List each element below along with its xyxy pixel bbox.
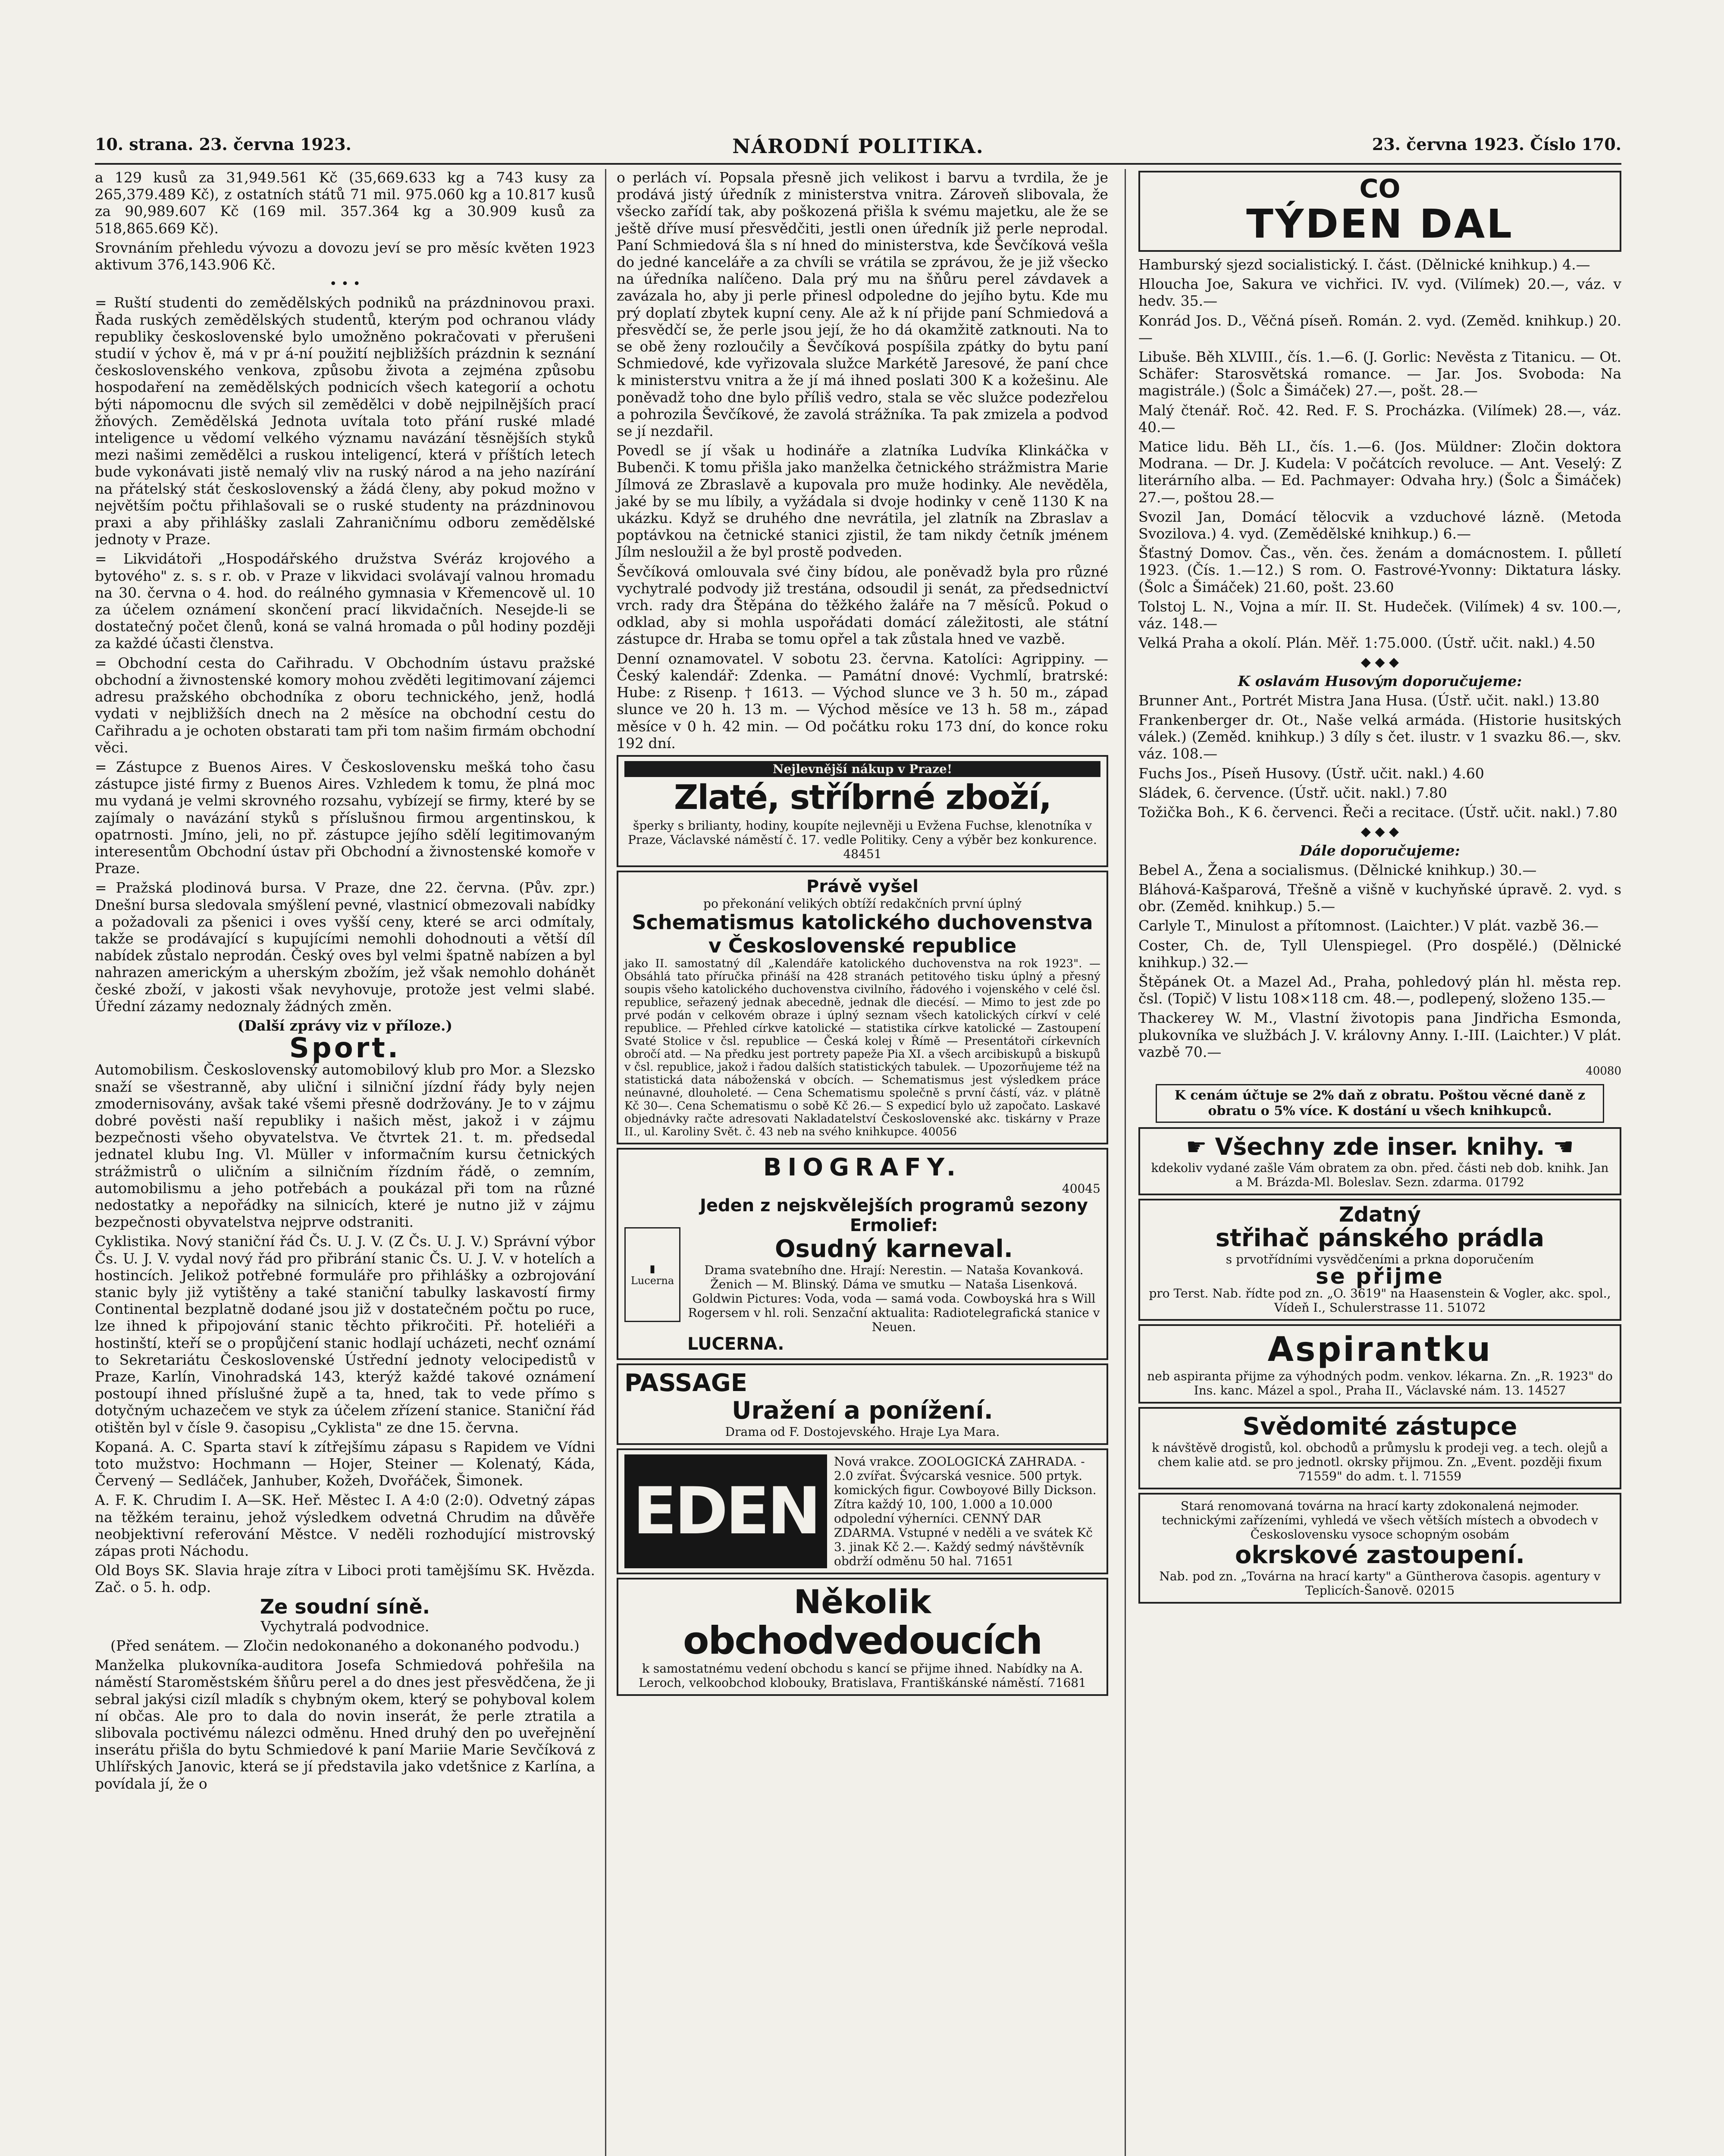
ad-text: k samostatnému vedení obchodu s kancí se přijme ihned. Nabídky na A. Leroch, velkoobchod klobouky, Bratislava, Františkánské náměstí. 71681: [639, 1661, 1086, 1690]
list-subheading: Dále doporučujeme:: [1300, 842, 1460, 859]
ad-headline: Svědomité zástupce: [1242, 1413, 1517, 1441]
ad-headline: okrskové zastoupení.: [1235, 1541, 1525, 1570]
list-item: Fuchs Jos., Píseň Husovy. (Ústř. učit. nakl.) 4.60: [1138, 765, 1484, 782]
column-2: [617, 169, 1108, 1699]
article-text: Srovnáním přehledu vývozu a dovozu jeví se pro měsíc květen 1923 aktivum 376,143.906 Kč.: [95, 239, 595, 273]
ad-hraci-karty: [1138, 1493, 1621, 1604]
column-1: [95, 169, 595, 2156]
tax-note-box: K cenám účtuje se 2% daň z obratu. Poštou věcné daně z obratu o 5% více. K dostání u všech knihkupců.: [1156, 1084, 1604, 1123]
article-subheading: Vychytralá podvodnice.: [260, 1617, 429, 1635]
article-text: Kopaná. A. C. Sparta staví k zítřejšímu zápasu s Rapidem ve Vídni toto mužstvo: Hochmann — Hojer, Steiner — Kolenatý, Káda, Červený — Sedláček, Janhuber, Kožeh, Dvořáček, Šimonek.: [95, 1438, 595, 1489]
ad-schematismus: [617, 871, 1108, 1144]
header-rule: [95, 163, 1621, 165]
list-item: Brunner Ant., Portrét Mistra Jana Husa. (Ústř. učit. nakl.) 13.80: [1138, 692, 1599, 709]
pointing-hand-icon: ☛: [1186, 1133, 1215, 1161]
ad-film-title: Osudný karneval.: [774, 1235, 1013, 1263]
list-item: Malý čtenář. Roč. 42. Red. F. S. Procházka. (Vilímek) 28.—, váz. 40.—: [1138, 401, 1621, 436]
list-item: Šťastný Domov. Čas., věn. čes. ženám a domácnostem. I. půlletí 1923. (Čís. 1.—12.) S rom. O. Fastrové-Yvonny: Diktatura lásky. (Šolc a Šimáček) 21.60, pošt. 23.60: [1138, 545, 1621, 595]
ad-headline: obchodvedoucích: [683, 1618, 1042, 1663]
ad-film-title: Uražení a ponížení.: [732, 1396, 993, 1425]
ad-subheading: Jeden z nejskvělejších programů sezony Ermolief:: [699, 1195, 1088, 1235]
article-subheading: (Před senátem. — Zločin nedokonaného a dokonaného podvodu.): [110, 1637, 580, 1655]
column-divider: [1125, 169, 1126, 2156]
box-title: CO: [1359, 174, 1401, 204]
ad-text: Stará renomovaná továrna na hrací karty zdokonalená nejmoder. technickými zařízeními, vyhledá ve všech větších místech a obvodech v Československu vysoce schopným osobám: [1161, 1499, 1599, 1542]
ad-passage: [617, 1363, 1108, 1445]
list-item: Bláhová-Kašparová, Třešně a višně v kuchyňské úpravě. 2. vyd. s obr. (Zeměd. knihkup.) 5.—: [1138, 881, 1621, 915]
header-date-left: 10. strana. 23. června 1923.: [95, 135, 351, 154]
article-text: Automobilism. Československý automobilový klub pro Mor. a Slezsko snaží se všestranně, aby uliční i silniční jízdní řády byly nejen zmodernisovány, avšak také všemi přesně dodržovány. Je to v zájmu dobré pověsti naší republiky i našich měst, jakož i v zájmu bezpečnosti všeho obyvatelstva. Ve čtvrtek 21. t. m. předsedal jednatel klubu Ing. Vl. Müller v informačním kursu četnických strážmistrů o uličním a silničním řízdním řádě, o zemním, automobilismu a jeho potřebách a poukázal při tom na různé nedostatky a nepořádky na silnicích, které je nutno již v zájmu bezpečnosti obyvatelstva nejprve odstraniti.: [95, 1061, 595, 1231]
list-item: Štěpánek Ot. a Mazel Ad., Praha, pohledový plán hl. města rep. čsl. (Topič) V listu 108×118 cm. 48.—, podlepený, složeno 135.—: [1138, 973, 1621, 1007]
ad-text: šperky s brilianty, hodiny, koupíte nejlevněji u Evžena Fuchse, klenotníka v Praze, Václavské náměstí č. 17. vedle Politiky. Ceny a výběr bez konkurence. 48451: [628, 818, 1097, 861]
separator: ◆ ◆ ◆: [1360, 655, 1399, 670]
page-header: [95, 135, 1621, 160]
list-item: Tožička Boh., K 6. červenci. Řeči a recitace. (Ústř. učit. nakl.) 7.80: [1138, 804, 1617, 821]
ad-headline: střihač pánského prádla: [1215, 1224, 1545, 1253]
list-item: Velká Praha a okolí. Plán. Měř. 1:75.000. (Ústř. učit. nakl.) 4.50: [1138, 634, 1595, 652]
book-list-box: [1138, 171, 1621, 252]
ad-obchodvedouci: [617, 1578, 1108, 1696]
list-item: Thackerey W. M., Vlastní životopis pana Jindřicha Esmonda, plukovníka ve službách J. V. královny Anny. I.-III. (Laichter.) V plát. vazbě 70.—: [1138, 1009, 1621, 1060]
ad-headline-text: Všechny zde inser. knihy.: [1215, 1133, 1545, 1161]
list-item: Konrád Jos. D., Věčná píseň. Román. 2. vyd. (Zeměd. knihkup.) 20.—: [1138, 312, 1621, 346]
ad-headline: Několik: [793, 1582, 931, 1621]
ad-text: Nab. pod zn. „Továrna na hrací karty" a Güntherova časopis. agentury v Teplicích-Šanově. 02015: [1159, 1569, 1601, 1598]
column-divider: [605, 169, 606, 2156]
ad-text: jako II. samostatný díl „Kalendáře katolického duchovenstva na rok 1923". — Obsáhlá tato příručka přináší na 428 stranách petitového tisku úplný a přesný soupis všeho katolického duchovenstva civilního, řádového i vojenského v celé čsl. republice, seřazený jednak abecedně, jednak dle diecésí. — Mimo to jest zde po prvé podán v celkovém obraze i úplný seznam všech katolických církví v celé republice. — Přehled církve katolické — statistika církve katolické — Zastoupení Svaté Stolice v čsl. republice — Česká kolej v Římě — Presentátoři církevních obročí atd. — Na předku jest portrety papeže Pia XI. a všech arcibiskupů a biskupů v čsl. republice, jakož i řadou dalších statistických tabulek. — Upozorňujeme též na statistická data náboženská v obcích. — Schematismus jest výsledkem práce neúnavné, dlouholeté. — Cena Schematismu společně s první částí, váz. v plátně Kč 30—. Cena Schematismu o sobě Kč 26.— S expedicí bylo už započato. Laskavé objednávky račte adresovati Nakladatelství Československé akc. tiskárny v Praze II., ul. Karoliny Svět. č. 43 neb na svého knihkupce. 40056: [624, 957, 1100, 1138]
ad-text: Drama od F. Dostojevského. Hraje Lya Mara.: [725, 1424, 1000, 1439]
eden-logo: EDEN: [624, 1454, 827, 1568]
header-date-right: 23. června 1923. Číslo 170.: [1372, 135, 1621, 154]
ad-biografy: [617, 1148, 1108, 1360]
article-text: = Zástupce z Buenos Aires. V Československu mešká toho času zástupce jisté firmy z Buenos Aires. Vzhledem k tomu, že plná moc mu vydaná je velmi skrovného rozsahu, vybízejí se firmy, které by se zajímaly o navázání styků s příslušnou firmou argentinskou, k opatrnosti. Jmíno, jeli, no př. zástupce jejího sdělí legitimovaným interesentům Obchodní ústav při Obchodní a živnostenské komoře v Praze.: [95, 758, 595, 877]
book-list: [1138, 256, 1621, 1123]
ad-gold-silver: [617, 755, 1108, 867]
masthead-title: NÁRODNÍ POLITIKA.: [732, 135, 984, 158]
article-text: Povedl se jí však u hodináře a zlatníka Ludvíka Klinkáčka v Bubenči. K tomu přišla jako manželka četnického strážmistra Marie Jílmová ze Zbraslavě a kupovala pro muže hodinky. Ale nevěděla, jaké by se mu líbily, a vyžádala si dvoje hodinky v ceně 1130 K na ukázku. Když se druhého dne nevrátila, jel zlatník na Zbraslav a poptávkou na četnické stanici zjistil, že tam nikdy četník jménem Jílm nesloužil a že byl prostě podveden.: [617, 442, 1108, 561]
list-item: Svozil Jan, Domácí tělocvik a vzduchové lázně. (Metoda Svozilova.) 4. vyd. (Zemědělské knihkup.) 6.—: [1138, 508, 1621, 542]
ad-banner: Právě vyšel: [806, 876, 918, 896]
list-item: Hloucha Joe, Sakura ve vichřici. IV. vyd. (Vilímek) 20.—, váz. v hedv. 35.—: [1138, 276, 1621, 310]
ad-number: 40045: [1062, 1181, 1100, 1196]
list-subheading: K oslavám Husovým doporučujeme:: [1238, 672, 1522, 689]
list-item: Carlyle T., Minulost a přítomnost. (Laichter.) V plát. vazbě 36.—: [1138, 917, 1599, 934]
separator: • • •: [329, 276, 361, 292]
column-3: [1138, 169, 1621, 1607]
article-text: Cyklistika. Nový staniční řád Čs. U. J. V. (Z Čs. U. J. V.) Správní výbor Čs. U. J. V. vydal nový řád pro přibrání stanic Čs. U. J. V. v hotelích a hostincích. Jelikož potřebné formuláře pro přihlášky a ozbrojování stanic byly již vytištěny a také staniční tabulky laskavostí firmy Continental bezplatně dodané jsou již v dostatečném počtu po ruce, lze ihned k připojování stanic těchto přikročiti. Př. hoteliéři a hostinští, kteří se o propůjčení stanic hodlají ucházeti, nechť oznámí to Sekretariátu Československé Ústřední jednoty velocipedistů v Praze, Karlín, Vinohradská 143, kterýž každé takové oznámení postoupí ihned příslušné župě a ta, hned, tak to vede přímo s dotyčným uchazečem ve styk za účelem zřízení stanice. Staniční řád otištěn byl v čísle 9. časopisu „Cyklista" ze dne 15. června.: [95, 1233, 595, 1436]
cinema-name: LUCERNA.: [687, 1334, 784, 1354]
ad-headline: Aspirantku: [1267, 1330, 1492, 1369]
article-text: o perlách ví. Popsala přesně jich velikost i barvu a tvrdila, že je prodává jistý úředník z ministerstva vnitra. Zároveň slibovala, že všecko zařídí tak, aby poškozená přišla k svému majetku, ale že se ještě dříve musí přesvědčiti, jestli onen úředník již perle neprodal. Paní Schmiedová šla s ní hned do ministerstva, kde Ševčíková vešla do jedné kanceláře a za chvíli se vrátila se zprávou, že je již všecko na úředníka nalíčeno. Dala prý mu na šňůru perel závdavek a zavázala ho, aby ji perle přinesl odpoledne do jejího bytu. Kde mu prý doplatí zbytek kupní ceny. Ale až k ní přijde paní Schmiedová a přesvědčí se, že perle jsou její, že ho dá okamžitě zatknouti. Na to se obě ženy rozloučily a Ševčíková pospíšila zpátky do bytu paní Schmiedové, kde vyřizovala služce Markétě Jaresové, že paní chce k ministerstvu vnitra a že jí má ihned poslati 300 K a kožešinu. Ale poněvadž toho dne bylo příliš vedro, stala se věc služce podezřelou a pohrozila Ševčíkové, že zavolá strážníka. Ta pak zmizela a podvod se jí nezdařil.: [617, 169, 1108, 440]
article-text: Old Boys SK. Slavia hraje zítra v Liboci proti tamějšímu SK. Hvězda. Zač. o 5. h. odp.: [95, 1562, 595, 1596]
ad-headline: se přijme: [1316, 1264, 1444, 1289]
ad-headline: [1146, 1133, 1614, 1161]
section-heading-court: Ze soudní síně.: [260, 1595, 430, 1618]
article-text: = Ruští studenti do zemědělských podniků na prázdninovou praxi. Řada ruských zemědělských studentů, kterým pod ochranou vlády republiky československé bylo umožněno pokračovati v přerušeni studií v ýchov ě, má v pr á-ní použití nejbližších prázdnin k seznání československého venkova, způsobu života a zejména způsobu hospodaření na zemědělských podnicích všech kategorií a ochotu býti nápomocnu dle svých sil zemědělci v době nejpilnějších prací žňových. Zemědělská Jednota uvítala toto přání ruské mladé inteligence u vědomí velkého významu navázání těsnějších styků mezi našimi zemědělci a ruskou inteligencí, která v příštích letech bude vykonávati jistě nemalý vliv na ruský národ a na jeho nazírání na přátelský stát československý a žádá členy, aby pokud možno v největším počtu přihlašovali se o ruské studenty na prázdninovou praxi a aby přihlášky zaslali Zahraničnímu odboru zemědělské jednoty v Praze.: [95, 294, 595, 548]
ad-zastupce: [1138, 1407, 1621, 1489]
ad-text: neb aspiranta přijme za výhodných podm. venkov. lékarna. Zn. „R. 1923" do Ins. kanc. Mázel a spol., Praha II., Václavské nám. 13. 14527: [1147, 1369, 1613, 1398]
ad-text: k návštěvě drogistů, kol. obchodů a průmyslu k prodeji veg. a tech. olejů a chem kalie atd. se pro jednotl. okrsky přijmou. Zn. „Event. později fixum 71559" do adm. t. l. 71559: [1152, 1441, 1608, 1484]
article-text: Ševčíková omlouvala své činy bídou, ale poněvadž byla pro různé vychytralé podvody již trestána, odsoudil ji senát, za předsednictví vrch. rady dra Štěpána do těžkého žaláře na 7 měsíců. Pokud o odklad, aby si mohla uspořádati domácí záležitosti, ale státní zástupce dr. Hraba se tomu opřel a tak zůstala hned ve vazbě.: [617, 563, 1108, 648]
cinema-name: PASSAGE: [624, 1369, 747, 1397]
ad-number: 40080: [1586, 1064, 1621, 1078]
ad-headline: Zdatný: [1339, 1203, 1421, 1227]
list-item: Hamburský sjezd socialistický. I. část. (Dělnické knihkup.) 4.—: [1138, 256, 1590, 273]
article-text: = Likvidátoři „Hospodářského družstva Svéráz krojového a bytového" z. s. s r. ob. v Praze v likvidaci svolávají valnou hromadu na 30. června o 4. hod. do reálného gymnasia v Křemencově ul. 10 za účelem oznámení skončení prací likvidačních. Nesejde-li se dostatečný počet členů, koná se valná hromada o půl hodiny později za každé účasti členstva.: [95, 550, 595, 652]
separator: ◆ ◆ ◆: [1360, 824, 1399, 840]
box-title: TÝDEN DAL: [1246, 201, 1514, 247]
list-item: Coster, Ch. de, Tyll Ulenspiegel. (Pro dospělé.) (Dělnické knihkup.) 32.—: [1138, 937, 1621, 971]
list-item: Bebel A., Žena a socialismus. (Dělnické knihkup.) 30.—: [1138, 861, 1537, 878]
ad-vsechny-knihy: [1138, 1127, 1621, 1195]
ad-banner: Nejlevnější nákup v Praze!: [624, 761, 1100, 777]
article-text: Denní oznamovatel. V sobotu 23. června. Katolíci: Agrippiny. — Český kalendář: Zdenka. — Památní dnové: Vychmlí, bratrské: Hube: z Risenp. † 1613. — Východ slunce ve 3 h. 50 m., západ slunce ve 20 h. 13 m. — Východ měsíce ve 13 h. 58 m., západ měsíce v 0 h. 42 min. — Od počátku roku 173 dní, do konce roku 192 dní.: [617, 650, 1108, 752]
ad-text: po překonání velikých obtíží redakčních první úplný: [703, 896, 1022, 911]
lantern-icon: ▮: [649, 1263, 655, 1275]
lantern-illustration: [624, 1227, 680, 1322]
ad-text: Drama svatebního dne. Hrají: Nerestin. — Nataša Kovanková. Ženich — M. Blinský. Dáma ve smutku — Nataša Lisenková. Goldwin Pictures: Voda, voda — samá voda. Cowboyská hra s Will Rogersem v hl. roli. Senzační aktualita: Radiotelegrafická stanice v Neuen.: [688, 1263, 1100, 1334]
ad-aspirantku: [1138, 1324, 1621, 1404]
article-text: Manželka plukovníka-auditora Josefa Schmiedová pohřešila na náměstí Staroměstském šňůru perel a do dnes jest přesvědčena, že ji sebral jakýsi cizíl mladík s chybným okem, který se pohyboval kolem ní občas. Ale pro to dala do novin inserát, že perle ztratila a slibovala poctivému nálezci odměnu. Hned druhý den po uveřejnění inserátu přišla do bytu Schmiedové k paní Mariie Marie Sevčíková z Uhlířských Janovic, která se jí představila jako vdetšnice z Karlína, a povídala jí, že o: [95, 1657, 595, 1792]
ad-headline: Zlaté, stříbrné zboží,: [674, 778, 1051, 817]
ad-text: Nová vrakce. ZOOLOGICKÁ ZAHRADA. - 2.0 zvířat. Švýcarská vesnice. 500 prtyk. komických figur. Cowboyové Billy Dickson. Zítra každý 10, 100, 1.000 a 10.000 odpolední výherníci. CENNÝ DAR ZDARMA. Vstupné v neděli a ve svátek Kč 3. jinak Kč 2.—. Každý sedmý návštěvník obdrží odměnu 50 hal. 71651: [834, 1454, 1097, 1568]
list-item: Frankenberger dr. Ot., Naše velká armáda. (Historie husitských válek.) (Zeměd. knihkup.) 3 díly s čet. ilustr. v 1 svazku 86.—, skv. váz. 108.—: [1138, 711, 1621, 762]
ad-strihac: [1138, 1199, 1621, 1321]
ad-eden: [617, 1448, 1108, 1574]
ad-text: s prvotřídními vysvědčeními a prkna doporučením: [1226, 1252, 1534, 1267]
ad-headline: BIOGRAFY.: [763, 1153, 962, 1181]
article-text: = Obchodní cesta do Cařihradu. V Obchodním ústavu pražské obchodní a živnostenské komory mohou zvěděti legitimovaní zájemci adresu pražského obchodníka z oboru technického, jenž, hodlá vydati v nejbližších dnech na 2 měsíce na obchodní cestu do Cařihradu a je ochoten obstarati tam při tom našim firmám obchodní věci.: [95, 654, 595, 756]
article-text: A. F. K. Chrudim I. A—SK. Heř. Městec I. A 4:0 (2:0). Odvetný zápas na těžkém terainu, jehož výsledkem odvetná Chrudim na důvěře neobjektivní referování Městce. V neděli rozhodující mistrovský zápas proti Náchodu.: [95, 1492, 595, 1560]
list-item: Tolstoj L. N., Vojna a mír. II. St. Hudeček. (Vilímek) 4 sv. 100.—, váz. 148.—: [1138, 598, 1621, 632]
pointing-hand-icon: ☚: [1545, 1133, 1574, 1161]
ad-text: kdekoliv vydané zašle Vám obratem za obn. před. části neb dob. knihk. Jan a M. Brázda-Ml. Boleslav. Sezn. zdarma. 01792: [1151, 1161, 1609, 1190]
ad-text: pro Terst. Nab. řídte pod zn. „O. 3619" na Haasenstein & Vogler, akc. spol., Vídeň I., Schulerstrasse 11. 51072: [1149, 1286, 1611, 1315]
continuation-note: (Další zprávy viz v příloze.): [237, 1017, 453, 1034]
lantern-label: Lucerna: [630, 1275, 674, 1287]
article-text: a 129 kusů za 31,949.561 Kč (35,669.633 kg a 743 kusy za 265,379.489 Kč), z ostatních států 71 mil. 975.060 kg a 10.817 kusů za 90,989.607 Kč (169 mil. 357.364 kg a 30.909 kusů za 518,865.669 Kč).: [95, 169, 595, 237]
list-item: Matice lidu. Běh LI., čís. 1.—6. (Jos. Müldner: Zločin doktora Modrana. — Dr. J. Kudela: V počátcích revoluce. — Ant. Veselý: Z literárního alba. — Ed. Pachmayer: Odvaha hry.) (Šolc a Šimáček) 27.—, poštou 28.—: [1138, 438, 1621, 506]
ad-headline: Schematismus katolického duchovenstva v Československé republice: [632, 910, 1093, 957]
list-item: Sládek, 6. července. (Ústř. učit. nakl.) 7.80: [1138, 784, 1447, 801]
list-item: Libuše. Běh XLVIII., čís. 1.—6. (J. Gorlic: Nevěsta z Titanicu. — Ot. Schäfer: Starosvětská romance. — Jar. Jos. Svoboda: Na magistrále.) (Šolc a Šimáček) 27.—, pošt. 28.—: [1138, 348, 1621, 399]
article-text: = Pražská plodinová bursa. V Praze, dne 22. června. (Pův. zpr.) Dnešní bursa sledovala smýšlení pevné, vlastnicí obmezovali nabídky a požadovali za pšenici i oves vyšší ceny, které se arci odmítaly, takže se prodávající s kupujícími nemohli dohodnouti a větší díl nabídek zůstalo neprodán. Český oves byl velmi špatně nabízen a byl nahrazen americkým a uherským zbožím, jež však nemohlo dohánět české zboží, v jakosti však nevyhovuje, protože jest velmi slabé. Úřední zázamy nedoznaly žádných změn.: [95, 879, 595, 1015]
section-heading-sport: Sport.: [289, 1032, 401, 1065]
